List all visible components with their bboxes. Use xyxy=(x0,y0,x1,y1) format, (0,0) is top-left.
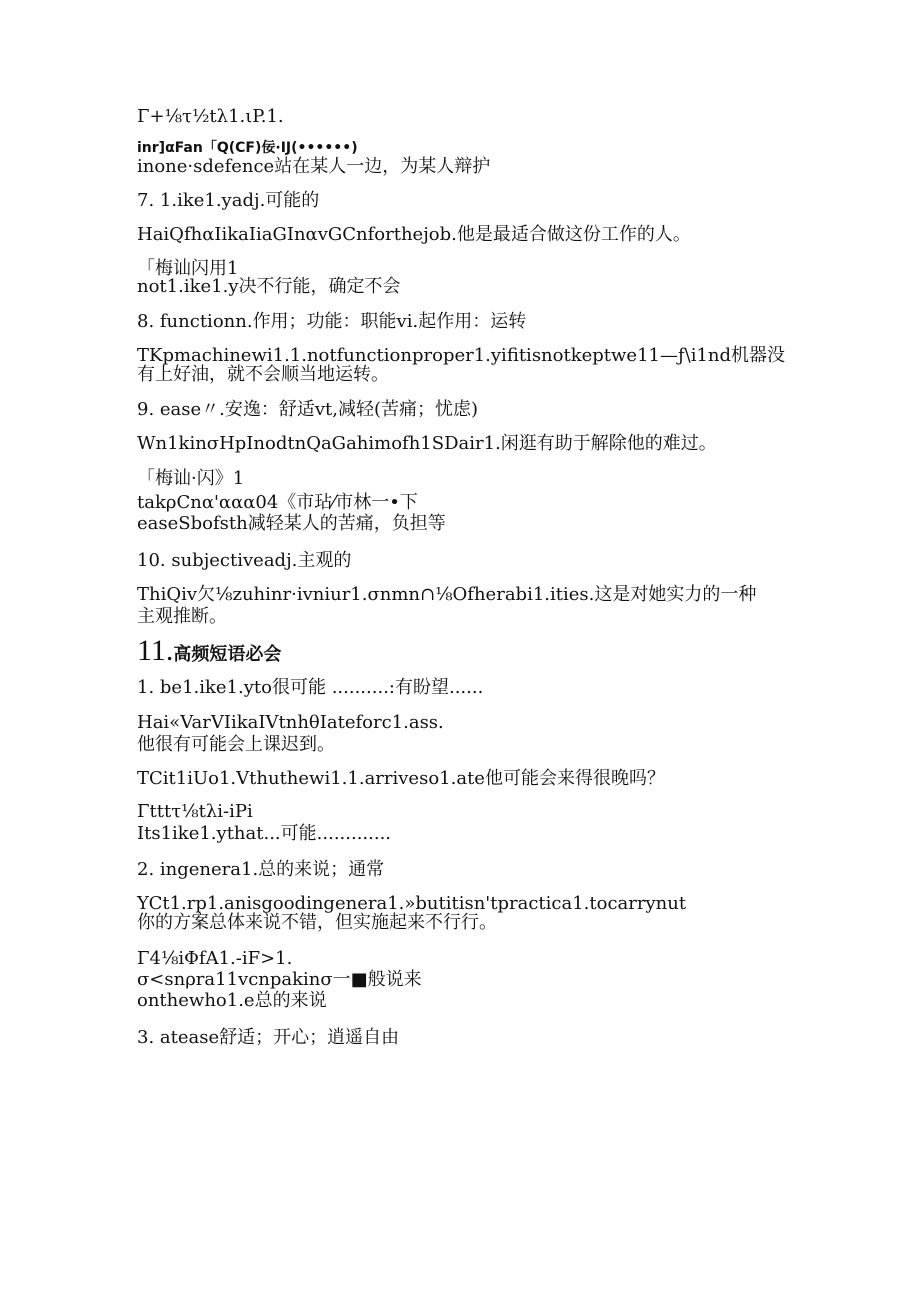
text-line: inone·sdefence站在某人一边，为某人辩护 xyxy=(137,156,491,177)
text-line: 有上好油，就不会顺当地运转。 xyxy=(137,364,389,385)
text-line: takρCnα'ααα04《市玷⁄市林一•下 xyxy=(137,492,418,513)
text-line: TKpmachinewi1.1.notfunctionproper1.yifitisnotkeptwe11—ƒ\i1nd机器没 xyxy=(137,345,786,366)
text-line: σ<snρra11vcnpakinσ一■般说来 xyxy=(137,969,422,990)
text-line: onthewho1.e总的来说 xyxy=(137,990,327,1011)
text-line: 8. functionn.作用；功能：职能vi.起作用：运转 xyxy=(137,311,527,332)
text-line: 他很有可能会上课迟到。 xyxy=(137,734,335,755)
text-line: easeSbofsth减轻某人的苦痛，负担等 xyxy=(137,513,446,534)
text-line: 1. be1.ike1.yto很可能 ..........:有盼望...... xyxy=(137,677,484,698)
text-line: 3. atease舒适；开心；逍遥自由 xyxy=(137,1027,400,1048)
text-line: not1.ike1.y决不行能，确定不会 xyxy=(137,276,401,297)
section-number: 11. xyxy=(137,634,174,667)
text-line: Γ+⅛τ½tλ1.ιP.1. xyxy=(137,106,284,127)
text-line: Hai«VarVIikaIVtnhθIateforc1.ass. xyxy=(137,712,444,733)
text-line: 「梅讪·闪》1 xyxy=(137,468,245,489)
text-line: ThiQiv欠⅛zuhinr·ivniur1.σnmn∩⅛Ofherabi1.ities.这是对她实力的一种 xyxy=(137,584,757,605)
text-line: 10. subjectiveadj.主观的 xyxy=(137,550,352,571)
text-line: 「梅讪闪用1 xyxy=(137,258,239,279)
text-line: inr]αFan「Q(CF)佞·IJ(••••••) xyxy=(137,140,358,156)
text-line: 9. ease〃.安逸：舒适vt,减轻(苦痛；忧虑) xyxy=(137,399,479,420)
text-line: Wn1kinσHpInodtnQaGahimofh1SDair1.闲逛有助于解除他的难过。 xyxy=(137,433,717,454)
section-heading xyxy=(137,634,281,668)
text-line: HaiQfhαIikaIiaGInαvGCnforthejob.他是最适合做这份工作的人。 xyxy=(137,224,691,245)
text-line: Γtttτ⅛tλi-iPi xyxy=(137,801,253,822)
text-line: TCit1iUo1.Vthuthewi1.1.arriveso1.ate他可能会来得很晚吗？ xyxy=(137,768,665,789)
text-line: 主观推断。 xyxy=(137,606,227,627)
section-title: 高频短语必会 xyxy=(173,644,282,665)
text-line: 你的方案总体来说不错，但实施起来不行行。 xyxy=(137,912,497,933)
text-line: 2. ingenera1.总的来说；通常 xyxy=(137,859,385,880)
text-line: Γ4⅛iΦfA1.-iF>1. xyxy=(137,948,293,969)
text-line: Its1ike1.ythat...可能............. xyxy=(137,823,392,844)
text-line: YCt1.rp1.anisgoodingenera1.»butitisn'tpractica1.tocarrynut xyxy=(137,893,687,914)
text-line: 7. 1.ike1.yadj.可能的 xyxy=(137,190,320,211)
